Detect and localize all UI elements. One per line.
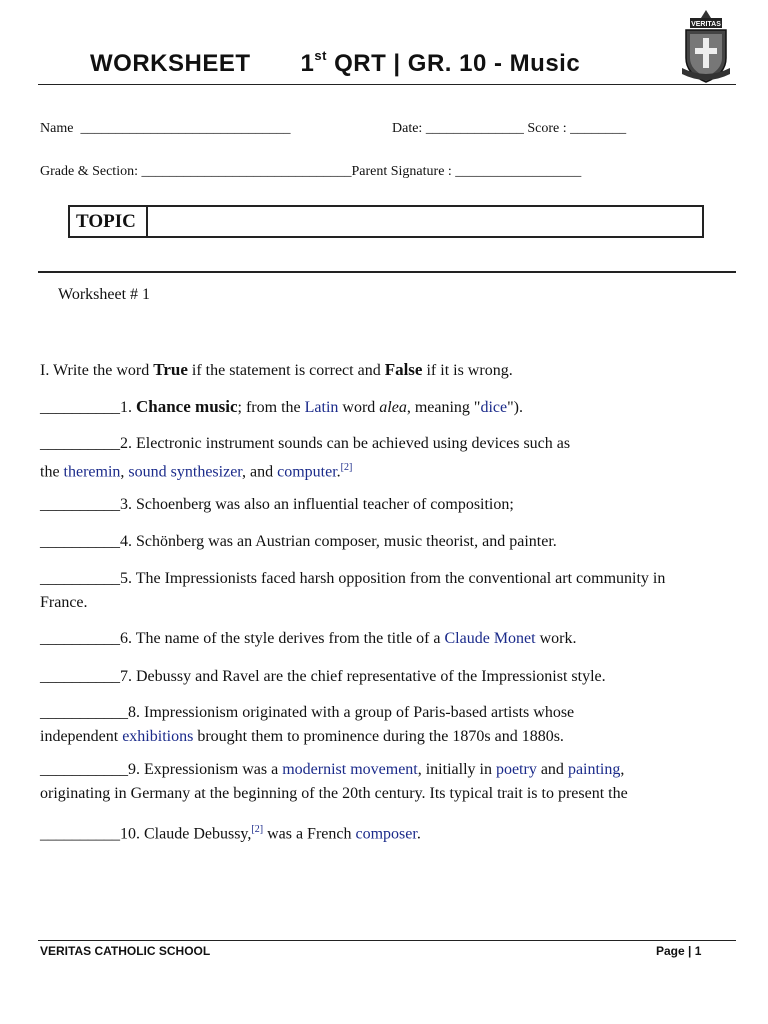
topic-field[interactable] xyxy=(148,207,702,236)
question-3 xyxy=(40,493,514,517)
question-9-line-2: originating in Germany at the beginning of the 20th century. Its typical trait is to present the xyxy=(40,785,628,802)
question-text: . xyxy=(416,825,421,843)
quarter-prefix: 1 xyxy=(300,50,315,77)
question-text: 4. Schönberg was an Austrian composer, music theorist, and painter. xyxy=(120,533,557,550)
header-rule xyxy=(38,84,736,85)
link-modernist-movement[interactable]: modernist movement xyxy=(282,761,418,778)
question-text: 7. Debussy and Ravel are the chief representative of the Impressionist style. xyxy=(120,668,606,685)
question-8 xyxy=(40,701,574,725)
question-2 xyxy=(40,432,570,456)
date-field[interactable]: ______________ xyxy=(425,121,524,136)
date-score-row xyxy=(392,121,626,137)
link-claude-monet[interactable]: Claude Monet xyxy=(444,630,536,647)
question-5-line-2: France. xyxy=(40,594,88,611)
grade-field[interactable]: ______________________________ xyxy=(141,164,352,179)
quarter-rest: QRT | GR. 10 - Music xyxy=(326,50,581,77)
footer-school: VERITAS CATHOLIC SCHOOL xyxy=(40,944,211,958)
instruction-text: if the statement is correct and xyxy=(187,362,385,379)
link-poetry[interactable]: poetry xyxy=(495,761,537,778)
name-row xyxy=(40,121,290,137)
question-text: 2. Electronic instrument sounds can be achieved using devices such as xyxy=(120,435,571,452)
question-text: independent xyxy=(40,728,123,745)
link-sound-synthesizer[interactable]: sound synthesizer xyxy=(128,463,242,481)
answer-blank[interactable]: __________ xyxy=(40,825,120,843)
page-label: Page xyxy=(656,944,685,958)
link-exhibitions[interactable]: exhibitions xyxy=(122,728,194,745)
footer-page xyxy=(656,944,701,958)
topic-box xyxy=(68,205,704,238)
instruction xyxy=(40,358,513,383)
link-composer[interactable]: composer xyxy=(355,825,417,843)
name-field[interactable]: ______________________________ xyxy=(80,121,291,136)
question-text: ; from the xyxy=(237,399,305,416)
link-theremin[interactable]: theremin xyxy=(63,463,121,481)
link-latin[interactable]: Latin xyxy=(304,399,339,416)
question-text: 8. Impressionism originated with a group of Paris-based artists whose xyxy=(128,704,575,721)
citation-ref[interactable]: [2] xyxy=(340,462,353,473)
question-number: 1. xyxy=(120,399,136,416)
question-8-line-2 xyxy=(40,725,564,749)
question-term: Chance music xyxy=(136,397,238,416)
topic-label: TOPIC xyxy=(70,207,148,236)
question-7 xyxy=(40,665,606,689)
answer-blank[interactable]: ___________ xyxy=(40,704,128,721)
link-painting[interactable]: painting xyxy=(567,761,621,778)
question-9 xyxy=(40,758,624,782)
title-text: WORKSHEET xyxy=(90,50,251,77)
section-rule xyxy=(38,271,736,273)
parent-label: Parent Signature : xyxy=(351,164,452,179)
grade-label: Grade & Section: xyxy=(40,164,138,179)
question-text: , and xyxy=(241,463,278,481)
footer-rule xyxy=(38,940,736,941)
question-5 xyxy=(40,567,665,591)
question-text: . xyxy=(336,463,341,481)
question-1 xyxy=(40,395,523,420)
logo-text: VERITAS xyxy=(691,21,721,28)
question-text: and xyxy=(536,761,568,778)
instruction-text: I. Write the word xyxy=(40,362,154,379)
question-4 xyxy=(40,530,557,554)
question-text: the xyxy=(40,463,64,481)
page-number: 1 xyxy=(694,944,702,958)
question-text: 6. The name of the style derives from the title of a xyxy=(120,630,445,647)
answer-blank[interactable]: __________ xyxy=(40,630,120,647)
score-label: Score : xyxy=(527,121,567,136)
worksheet-title xyxy=(90,50,580,78)
parent-signature-field[interactable]: __________________ xyxy=(455,164,582,179)
question-text: word xyxy=(338,399,380,416)
link-computer[interactable]: computer xyxy=(277,463,337,481)
true-word: True xyxy=(153,360,188,379)
question-text: , xyxy=(120,463,129,481)
question-text: was a French xyxy=(263,825,356,843)
name-label: Name xyxy=(40,121,74,136)
answer-blank[interactable]: __________ xyxy=(40,668,120,685)
page-separator: | xyxy=(688,944,692,958)
question-text: , meaning " xyxy=(406,399,481,416)
answer-blank[interactable]: __________ xyxy=(40,533,120,550)
quarter-sup: st xyxy=(314,48,327,63)
question-text: 10. Claude Debussy, xyxy=(120,825,252,843)
grade-row xyxy=(40,164,581,180)
question-text: work. xyxy=(535,630,577,647)
worksheet-number: Worksheet # 1 xyxy=(58,286,151,303)
date-label: Date: xyxy=(392,121,423,136)
answer-blank[interactable]: __________ xyxy=(40,570,120,587)
score-field[interactable]: ________ xyxy=(570,121,627,136)
link-dice[interactable]: dice xyxy=(480,399,508,416)
question-text: 9. Expressionism was a xyxy=(128,761,283,778)
question-text: brought them to prominence during the 1870s and 1880s. xyxy=(193,728,564,745)
question-text: 5. The Impressionists faced harsh opposition from the conventional art community in xyxy=(120,570,666,587)
question-10 xyxy=(40,818,421,846)
answer-blank[interactable]: __________ xyxy=(40,496,120,513)
instruction-text: if it is wrong. xyxy=(422,362,513,379)
question-text: "). xyxy=(507,399,523,416)
question-text: , initially in xyxy=(417,761,496,778)
question-italic: alea xyxy=(379,399,407,416)
question-text: 3. Schoenberg was also an influential teacher of composition; xyxy=(120,496,514,513)
answer-blank[interactable]: ___________ xyxy=(40,761,128,778)
question-text: , xyxy=(620,761,625,778)
citation-ref[interactable]: [2] xyxy=(251,824,264,835)
false-word: False xyxy=(384,360,423,379)
question-2-line-2 xyxy=(40,456,352,484)
answer-blank[interactable]: __________ xyxy=(40,435,120,452)
answer-blank[interactable]: __________ xyxy=(40,399,120,416)
school-logo xyxy=(680,8,732,88)
question-6 xyxy=(40,627,576,651)
school-crest-icon xyxy=(680,8,732,88)
